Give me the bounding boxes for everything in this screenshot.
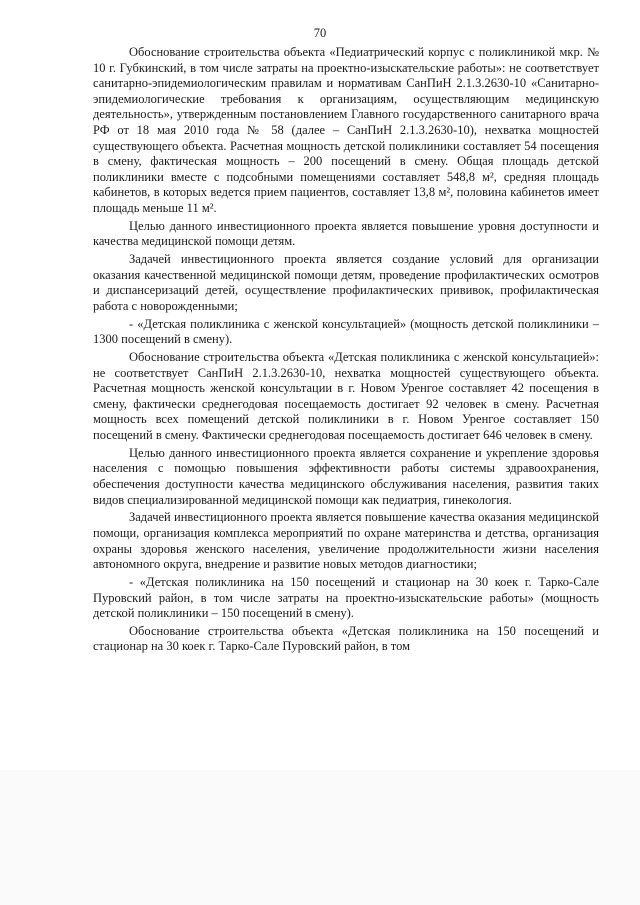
document-body	[93, 45, 599, 657]
list-item: - «Детская поликлиника с женской консультацией» (мощность детской поликлиники – 1300 посещений в смену).	[93, 316, 599, 347]
paragraph: Задачей инвестиционного проекта является создание условий для организации оказания качественной медицинской помощи детям, проведение профилактических осмотров и диспансеризаций детей, осуществление профилактических прививок, профилактическая работа с новорожденными;	[93, 252, 599, 313]
paragraph: Обоснование строительства объекта «Детская поликлиника с женской консультацией»: не соответствует СанПиН 2.1.3.2630-10, нехватка мощностей существующего объекта. Расчетная мощность женской консультации в г. Новом Уренгое составляет 42 посещения в смену, фактически среднегодовая посещаемость достигает 92 человек в смену. Расчетная мощность всех помещений детской поликлиники в г. Новом Уренгое составляет 150 посещений в смену. Фактически среднегодовая посещаемость достигает 646 человек в смену.	[93, 350, 599, 442]
page-background	[0, 770, 640, 905]
paragraph: Обоснование строительства объекта «Детская поликлиника на 150 посещений и стационар на 30 коек г. Тарко-Сале Пуровский район, в том	[93, 623, 599, 654]
page-number: 70	[313, 26, 327, 40]
list-item: - «Детская поликлиника на 150 посещений и стационар на 30 коек г. Тарко-Сале Пуровский район, в том числе затраты на проектно-изыскательские работы» (мощность детской поликлиники – 150 посещений в смену).	[93, 574, 599, 621]
paragraph: Целью данного инвестиционного проекта является сохранение и укрепление здоровья населения с помощью повышения эффективности работы системы здравоохранения, обеспечения доступности качества медицинского обслуживания населения, развития таких видов специализированной медицинской помощи как педиатрия, гинекология.	[93, 445, 599, 507]
paragraph: Целью данного инвестиционного проекта является повышение уровня доступности и качества медицинской помощи детям.	[93, 218, 599, 249]
paragraph: Обоснование строительства объекта «Педиатрический корпус с поликлиникой мкр. № 10 г. Губкинский, в том числе затраты на проектно-изыскательские работы»: не соответствует санитарно-эпидемиологическим правилам и нормативам СанПиН 2.1.3.2630-10 «Санитарно-эпидемиологические требования к организациям, осуществляющим медицинскую деятельность», утвержденным постановлением Главного государственного санитарного врача РФ от 18 мая 2010 года № 58 (далее – СанПиН 2.1.3.2630-10), нехватка мощностей существующего объекта. Расчетная мощность детской поликлиники составляет 54 посещения в смену, фактическая мощность – 200 посещений в смену. Общая площадь детской поликлиники вместе с подсобными помещениями составляет 548,8 м², средняя площадь кабинетов, в которых ведется прием пациентов, составляет 13,8 м², половина кабинетов имеет площадь меньше 11 м².	[93, 45, 599, 215]
paragraph: Задачей инвестиционного проекта является повышение качества оказания медицинской помощи, организация комплекса мероприятий по охране материнства и детства, организация охраны здоровья женского населения, увеличение продолжительности жизни населения автономного округа, внедрение и развитие новых методов диагностики;	[93, 510, 599, 572]
